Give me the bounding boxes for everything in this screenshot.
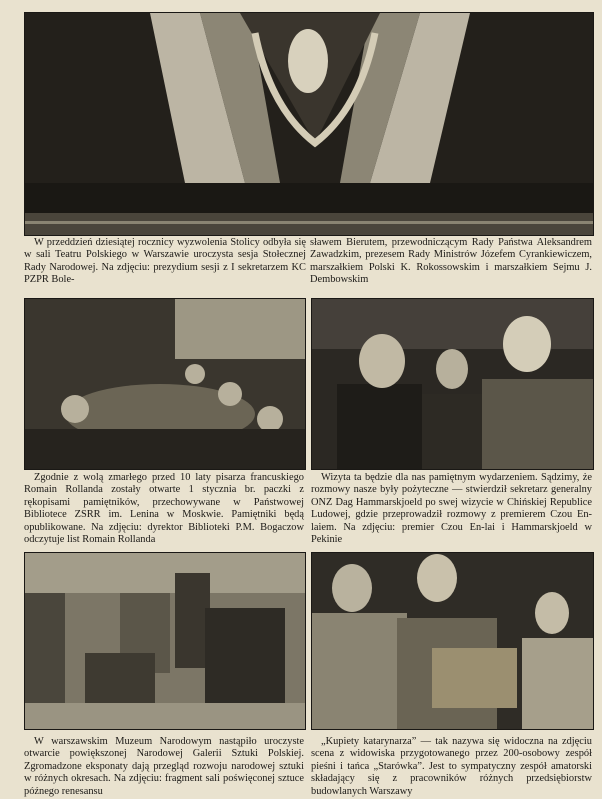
caption-session-left: W przeddzień dziesiątej rocznicy wyzwolenia Stolicy odbyła się w sali Teatru Polskiego w Warszawie uroczysta sesja Stołecznej Rady Narodowej. Na zdjęciu: prezydium sesji z I sekretarzem KC PZPR Bole- [24,237,306,286]
photo-chou-enlai-hammarskjold-image [312,299,593,469]
photo-starowka-ensemble-image [312,553,593,729]
photo-starowka-ensemble [311,552,594,730]
caption-starowka: „Kupiety katarynarza” — tak nazywa się widoczna na zdjęciu scena z widowiska przygotowanego przez 200-osobowy zespół pieśni i tańca „Starówka”. Jest to sympatyczny zespół amatorski składający się z pracowników różnych przedsiębiorstw budowlanych Warszawy [311,736,592,797]
caption-rolland: Zgodnie z wolą zmarłego przed 10 laty pisarza francuskiego Romain Rollanda zostały otwarte 1 stycznia br. paczki z rękopisami pamiętników, przechowywane w Państwowej Bibliotece ZSRR im. Lenina w Moskwie. Pamiętniki będą opublikowane. Na zdjęciu: dyrektor Biblioteki P.M. Bogaczow odczytuje list Romain Rollanda [24,472,304,546]
caption-national-gallery: W warszawskim Muzeum Narodowym nastąpiło uroczyste otwarcie powiększonej Narodowej Galerii Sztuki Polskiej. Zgromadzone eksponaty dają przegląd rozwoju narodowej sztuki w różnych okresach. Na zdjęciu: fragment sali poświęconej sztuce późnego renesansu [24,736,304,797]
photo-city-council-session-image [25,13,593,235]
photo-city-council-session [24,12,594,236]
caption-session-right: sławem Bierutem, przewodniczącym Rady Państwa Aleksandrem Zawadzkim, prezesem Rady Ministrów Józefem Cyrankiewiczem, marszałkiem Polski K. Rokossowskim i marszałkiem Sejmu J. Dembowskim [310,237,592,286]
photo-rolland-manuscripts [24,298,306,470]
photo-national-gallery-image [25,553,305,729]
caption-chou-enlai: Wizyta ta będzie dla nas pamiętnym wydarzeniem. Sądzimy, że rozmowy nasze były pożyteczne — stwierdził sekretarz generalny ONZ Dag Hammarskjoeld po swej wizycie w Chińskiej Republice Ludowej, gdzie przeprowadził rozmowy z premierem Czou En-laiem. Na zdjęciu: premier Czou En-lai i Hammarskjoeld w Pekinie [311,472,592,546]
photo-national-gallery [24,552,306,730]
photo-rolland-manuscripts-image [25,299,305,469]
photo-chou-enlai-hammarskjold [311,298,594,470]
